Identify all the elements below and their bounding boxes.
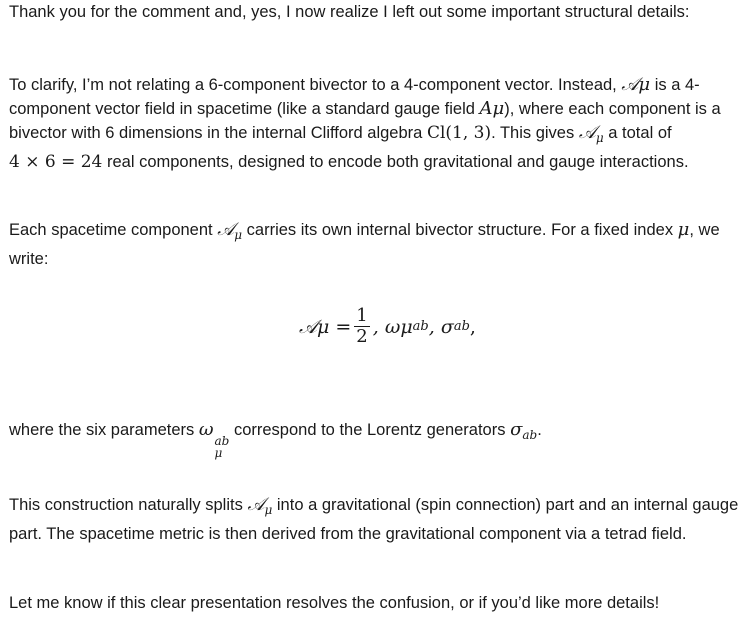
paragraph-clarify <box>9 73 744 174</box>
equation-sup-ab: ab <box>412 318 429 334</box>
equation-sigma: , σ <box>428 315 454 338</box>
equation-omega-mu: , ωμ <box>372 315 413 338</box>
p4-text-c: . <box>537 421 542 439</box>
equation-lhs: 𝒜μ = <box>299 315 352 338</box>
equation-tail: , <box>469 315 476 338</box>
p5-text-a: This construction naturally splits <box>9 496 243 514</box>
math-A-script: 𝒜 <box>247 494 265 515</box>
equation-fraction <box>354 306 369 347</box>
paragraph-component <box>9 218 744 271</box>
math-mu: μ <box>677 219 690 240</box>
p2-text-d: . This gives <box>491 124 575 142</box>
p3-text-b: carries its own internal bivector structure. For a fixed index <box>246 221 674 239</box>
p3-text-c: , we write: <box>9 221 720 268</box>
paragraph-closing: Let me know if this clear presentation resolves the confusion, or if you’d like more details! <box>9 594 660 612</box>
math-A-script: 𝒜 <box>217 219 235 240</box>
p2-text-f: real components, designed to encode both gravitational and gauge interactions. <box>106 153 689 171</box>
math-count: 4 × 6 = 24 <box>9 152 103 172</box>
math-A-mu-script: 𝒜μ <box>621 74 651 95</box>
math-clifford: Cl(1, 3) <box>426 123 492 143</box>
omega-sup-ab: ab <box>214 434 230 448</box>
math-A-script: 𝒜 <box>578 122 596 143</box>
p2-text-b: is a 4-component vector field in spacetime (like a standard gauge field <box>9 76 700 118</box>
display-equation <box>299 306 476 347</box>
fraction-denominator: 2 <box>356 326 368 347</box>
omega-sub-mu: μ <box>214 446 223 460</box>
p4-text-b: correspond to the Lorentz generators <box>233 421 506 439</box>
paragraph-construction <box>9 493 744 546</box>
math-sub-mu: μ <box>264 503 273 517</box>
math-omega-indices <box>215 435 230 459</box>
paragraph-intro: Thank you for the comment and, yes, I now realize I left out some important structural details: <box>9 3 690 21</box>
paragraph-parameters <box>9 418 542 459</box>
p2-text-e: a total of <box>608 124 672 142</box>
fraction-numerator: 1 <box>356 305 368 326</box>
p5-text-b: into a gravitational (spin connection) part and an internal gauge part. The spacetime metric is then derived from the gravitational component via a tetrad field. <box>9 496 739 543</box>
p2-text-a: To clarify, I’m not relating a 6-component bivector to a 4-component vector. Instead, <box>9 76 617 94</box>
math-omega: ω <box>198 419 214 440</box>
p2-text-c: ), where each component is a bivector with 6 dimensions in the internal Clifford algebra <box>9 100 721 142</box>
math-sub-mu: μ <box>595 131 604 145</box>
math-A-mu-plain: Aμ <box>479 98 505 119</box>
math-sub-ab: ab <box>522 428 538 442</box>
math-sigma: σ <box>510 419 523 440</box>
p4-text-a: where the six parameters <box>9 421 195 439</box>
equation-sub-ab: ab <box>453 318 470 334</box>
p3-text-a: Each spacetime component <box>9 221 213 239</box>
math-sub-mu: μ <box>234 228 243 242</box>
